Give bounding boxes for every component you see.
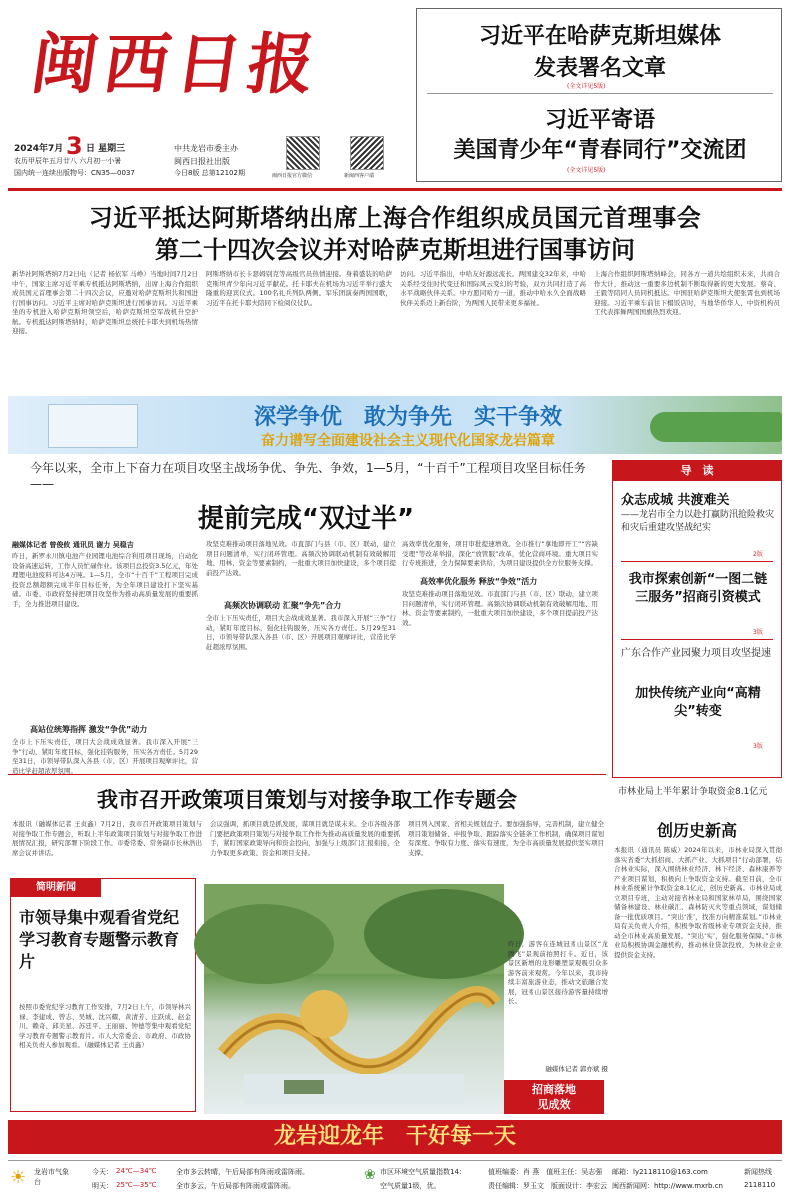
masthead [10, 6, 410, 182]
feature-kicker: 今年以来，全市上下奋力在项目攻坚主战场争优、争先、争效，1—5月，“十百千”工程项目攻坚目标任务—— [30, 461, 586, 491]
qr-code-wechat[interactable] [286, 136, 320, 170]
feature-sub-1: 高站位统筹指挥 激发“争优”动力 [30, 725, 148, 734]
feature-byline: 融媒体记者 曾俊攸 通讯员 谢力 吴稳吉 [12, 541, 134, 549]
guide-divider-1 [621, 561, 773, 562]
masthead-sponsor: 中共龙岩市委主办 [174, 144, 238, 153]
weather-label: 龙岩市气象台 [34, 1168, 69, 1186]
photo-credit: 融媒体记者 郭亦斌 摄 [545, 1065, 608, 1073]
today-desc: 全市多云转晴，午后局部有阵雨或雷阵雨。 [176, 1168, 309, 1176]
feature-col-3b: 全市上下压实责任，项目大会战成效显著。我市深入开展“三争”行动，紧盯年度目标，强化挂钩服务，压实各方责任。5月29至31日，市领导带队深入各县（市、区）开展项目观摩评比，营造比学赶超浓厚氛围。 [206, 614, 396, 651]
brief-body: 按照市委党纪学习教育工作安排，7月2日上午，市领导林兴禄、李建成、曾志、吴城、沈兴耀、黄清芳、庄跃成、赵金川、赖奇、邱美星、苏廷平、王丽丽、钟德等集中观看党纪学习教育专题警示教育片。市人大常委会、市政府、市政协相关负责人参加观看。（融媒体记者 王贞鑫） [19, 1003, 191, 1049]
invest-tag[interactable] [504, 1080, 604, 1114]
qr2-label: 新闽西客户端 [344, 173, 375, 179]
lead-col-1: 新华社阿斯塔纳7月2日电（记者 杨依军 马峥）当地时间7月2日中午，国家主席习近平乘专机抵达阿斯塔纳，出席上海合作组织成员国元首理事会第二十四次会议，应邀对哈萨克斯坦共和国进行国事访问。习近平主席对哈萨克斯坦进行国事访问。习近平乘坐的专机进入哈萨克斯坦领空后，哈萨克斯坦空军战机升空护航。专机抵达阿斯塔纳时，哈萨克斯坦总统托卡耶夫到机场热情迎接。 [12, 270, 198, 335]
guide-item-2-ref[interactable]: 3版 [753, 629, 763, 636]
top-divider [427, 93, 773, 94]
guide-item-1-sub: ——龙岩市全力以赴打赢防汛抢险救灾和灾后重建攻坚战纪实 [621, 510, 775, 533]
editor-line-1: 值班编委：肖 燕 值班主任：吴志强 [488, 1168, 603, 1176]
side-story-title[interactable]: 创历史新高 [656, 821, 737, 840]
tomorrow-label: 明天： [92, 1182, 113, 1190]
top-headline-1-ref[interactable]: (全文详见5版) [567, 83, 606, 90]
side-story-kicker: 市林业局上半年累计争取资金8.1亿元 [618, 787, 768, 797]
guide-item-1-title[interactable]: 众志成城 共渡难关 [621, 493, 730, 508]
masthead-rule [8, 188, 782, 191]
feature-col-3: 攻坚克难推动项目落地见效。市直部门与县（市、区）联动，建立项目问题清单，实行闭环管理。高频次协调联动机制有效破解用地、用林、资金等要素制约，一批重大项目加快建设，多个项目提前投产达效。 [206, 540, 396, 577]
conference-col-3: 项目列入国家、省相关规划盘子。要加强指导，完善机制，建立健全项目策划储备、申报争取、跟踪落实全链条工作机制，确保项目谋划有深度、争取有力度、落实有速度，为全市高质量发展提供坚实项目支撑。 [408, 820, 604, 857]
top-headline-2[interactable]: 习近平寄语 [544, 108, 655, 133]
lead-title-1[interactable]: 习近平抵达阿斯塔纳出席上海合作组织成员国元首理事会 [88, 204, 702, 232]
dragon-photo-graphic [204, 884, 504, 1114]
guide-divider-2 [621, 639, 773, 640]
guide-item-2-title[interactable]: 我市探索创新“一图二链三服务”招商引资模式 [628, 572, 768, 605]
feature-col-1: 昨日，新罗永川镇电池产业园锂电池综合利用项目现场，自动化设备高速运转，工作人员忙碌作业。该项目总投资3.5亿元，年处理锂电池废料可达4万吨。1—5月，全市“十百千”工程项目完成投资总额超额完成半年目标任务，为全年项目建设打下坚实基础。市委、市政府坚持把项目攻坚作为推动高质量发展的重要抓手，全力推进项目建设。 [12, 552, 198, 608]
leaf-icon: ❀ [364, 1167, 376, 1183]
masthead-weekday: 日 星期三 [86, 144, 126, 154]
tomorrow-temp: 25℃—35℃ [116, 1181, 157, 1189]
masthead-date-day: 3 [66, 132, 83, 160]
feature-col-4b: 攻坚克难推动项目落地见效。市直部门与县（市、区）联动，建立项目问题清单，实行闭环管理。高频次协调联动机制有效破解用地、用林、资金等要素制约，一批重大项目加快建设，多个项目提前投产达效。 [402, 590, 598, 627]
photo-caption: 昨日，游客在连城冠豸山景区“龙腾飞”景观前拍照打卡。近日，该景区新增的龙形雕塑景观吸引众多游客前来观赏。今年以来，我市持续丰富旅游业态，推动文旅融合发展，冠豸山景区接待游客量持续增长。 [508, 940, 608, 1005]
masthead-publisher: 闽西日报社出版 [174, 157, 230, 166]
top-headline-1b[interactable]: 发表署名文章 [533, 56, 666, 81]
banner-main: 深学争优 敢为争先 实干争效 [253, 405, 562, 430]
top-headline-2b[interactable]: 美国青少年“青春同行”交流团 [453, 138, 747, 163]
contact-line-1[interactable]: 邮箱：ly2118110@163.com [612, 1168, 708, 1176]
today-label: 今天： [92, 1168, 113, 1176]
feature-sub-3: 高效率优化服务 释放“争效”活力 [420, 577, 538, 586]
lead-title-2[interactable]: 第二十四次会议并对哈萨克斯坦进行国事访问 [155, 236, 635, 264]
masthead-date-line1: 2024年7月 [14, 144, 64, 154]
weather-icon: ☀ [10, 1167, 27, 1188]
hotline-label: 新闻热线 [744, 1168, 772, 1176]
top-right-box [416, 8, 782, 182]
conference-rule [8, 774, 606, 775]
footer-banner-text: 龙岩迎龙年 干好每一天 [273, 1124, 516, 1149]
guide-header [613, 461, 781, 481]
conference-title[interactable]: 我市召开政策项目策划与对接争取工作专题会 [97, 788, 517, 812]
guide-item-3-title[interactable]: 广东合作产业园聚力项目攻坚提速 [621, 648, 771, 659]
aqi-line-2: 空气质量1级，优。 [380, 1182, 441, 1190]
top-headline-2-ref[interactable]: (全文详见5版) [567, 167, 606, 174]
qr-code-app[interactable] [350, 136, 384, 170]
campaign-banner [8, 396, 782, 454]
masthead-logo: 闽西日报 [26, 25, 326, 103]
guide-item-1-ref[interactable]: 2版 [753, 551, 763, 558]
masthead-pages: 今日8版 总第12102期 [174, 169, 245, 177]
guide-box [612, 460, 782, 778]
qr1-label: 闽西日报官方微信 [272, 173, 313, 179]
banner-sub: 奋力谱写全面建设社会主义现代化国家龙岩篇章 [261, 433, 555, 449]
invest-tag-text: 招商落地 见成效 [532, 1083, 576, 1111]
top-headline-1[interactable]: 习近平在哈萨克斯坦媒体 [478, 24, 721, 49]
guide-item-4-ref[interactable]: 3版 [753, 743, 763, 750]
dragon-photo[interactable] [204, 884, 504, 1114]
tomorrow-desc: 全市多云，午后局部有阵雨或雷阵雨。 [176, 1182, 295, 1190]
hotline-number[interactable]: 2118110 [744, 1181, 776, 1189]
side-story-body: 本报讯（通讯员 陈威）2024年以来，市林业局深入贯彻落实省委“大抓招商、大抓产业、大抓项目”行动部署，结合林业实际，深入围绕林业经济、林下经济、森林康养等产业项目谋划，积极向上争取资金支持。截至目前，全市林业系统累计争取资金8.1亿元，创历史新高。市林业局成立项目专班，主动对接省林业局和国家林草局，围绕国家储备林建设、林业碳汇、森林防灭火等重点领域，谋划储备一批优质项目。“突出‘准’，找准方向精准谋划。”市林业局有关负责人介绍，积极争取省级林业专项资金支持，推动全市林业高质量发展。“突出‘实’，强化服务保障。”市林业局积极协调金融机构，推动林业贷款投放，为林业企业提供资金支持。 [614, 846, 782, 959]
brief-box [10, 878, 196, 1112]
editor-line-2: 责任编辑：罗玉文 版面设计：李宏云 [488, 1182, 607, 1190]
footer-banner [8, 1120, 782, 1154]
masthead-issue-code: 国内统一连续出版物号：CN35—0037 [14, 169, 135, 177]
brief-header [11, 879, 101, 897]
guide-title: 导 读 [680, 464, 714, 477]
contact-line-2[interactable]: 闽西新闻网：http://www.mxrb.cn [612, 1182, 723, 1190]
lead-col-4: 上海合作组织阿斯塔纳峰会，同各方一道共绘组织未来，共商合作大计，推动这一重要多边机制不断取得新的更大发展。蔡奇、王毅等陪同人员同机抵达。中国驻哈萨克斯坦大使张霄也到机场迎接。习近平乘车前往下榻饭店时，当地华侨华人、中资机构员工代表挥舞两国国旗热烈欢迎。 [594, 270, 780, 316]
banner-building-graphic [48, 404, 138, 448]
guide-item-4-title[interactable]: 加快传统产业向“高精尖”转变 [635, 686, 761, 719]
brief-title[interactable]: 市领导集中观看省党纪学习教育专题警示教育片 [19, 908, 180, 971]
feature-col-2: 全市上下压实责任，项目大会战成效显著。我市深入开展“三争”行动，紧盯年度目标，强化挂钩服务，压实各方责任。5月29至31日，市领导带队深入各县（市、区）开展项目观摩评比，营造比学赶超浓厚氛围。 [12, 738, 198, 775]
feature-col-4: 高效率优化服务，项目审批提速增效。全市推行“拿地即开工”“容缺受理”等改革举措，深化“放管服”改革，优化营商环境。重大项目实行专班推进，全力保障要素供给，为项目建设提供全方位服务支撑。 [402, 540, 598, 567]
lead-col-3: 访问。习近平指出，中哈友好源远流长。两国建交32年来，中哈关系经受住时代变迁和国际风云变幻的考验，双方共同打造了高水平战略伙伴关系。中方愿同哈方一道，推动中哈永久全面战略伙伴关系迈上新台阶，为两国人民带来更多福祉。 [400, 270, 586, 307]
aqi-line-1: 市区环境空气质量指数14： [380, 1168, 466, 1176]
lead-col-2: 阿斯塔纳市长卡瑟姆别克等高级官员热情迎接。身着盛装的哈萨克斯坦青少年向习近平献花。托卡耶夫在机场为习近平举行盛大隆重的迎宾仪式。100名礼兵列队两侧。军乐团演奏两国国歌，习近平在托卡耶夫陪同下检阅仪仗队。 [206, 270, 392, 307]
conference-col-1: 本报讯（融媒体记者 王贞鑫）7月2日，我市召开政策项目策划与对接争取工作专题会，听取上半年政策项目策划与对接争取工作进展情况汇报，研究部署下阶段工作。市委常委、常务副市长林浩出席会议并讲话。 [12, 820, 202, 857]
bottom-bar [8, 1160, 782, 1196]
banner-train-graphic [650, 412, 782, 442]
today-temp: 24℃—34℃ [116, 1167, 157, 1175]
feature-title[interactable]: 提前完成“双过半” [197, 504, 415, 534]
feature-sub-2: 高频次协调联动 汇聚“争先”合力 [224, 601, 342, 610]
masthead-lunar: 农历甲辰年五月廿八 六月初一小暑 [14, 157, 122, 165]
conference-col-2: 会议强调，抓项目就是抓发展，谋项目就是谋未来。全市各级各部门要把政策项目策划与对接争取工作作为推动高质量发展的重要抓手，紧盯国家政策导向和资金投向，加强与上级部门汇报衔接，全力争取更多政策、资金和项目支持。 [210, 820, 400, 857]
brief-label: 简明新闻 [36, 882, 76, 893]
